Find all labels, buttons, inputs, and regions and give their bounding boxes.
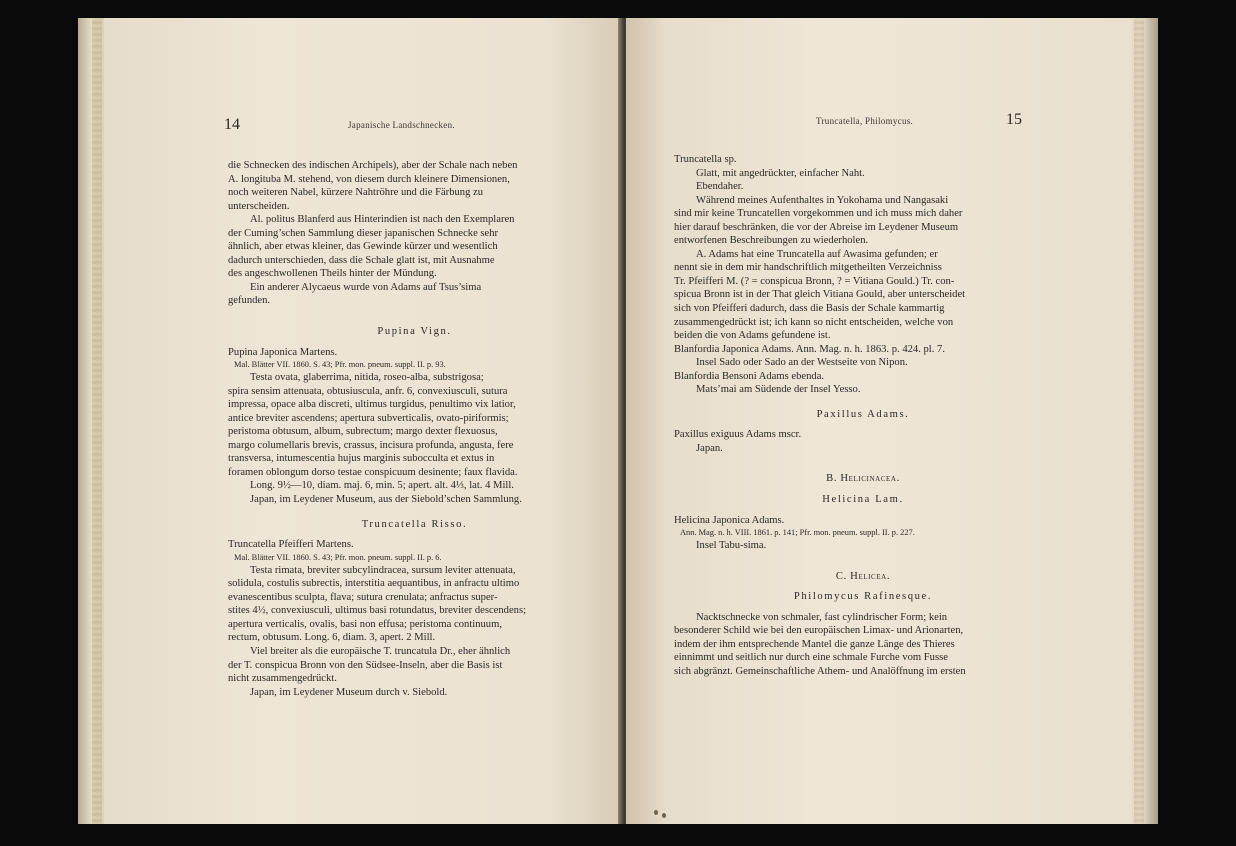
text-line: apertura verticalis, ovalis, basi non effusa; peristoma continuum, (228, 618, 502, 630)
text-line: Testa ovata, glaberrima, nitida, roseo-alba, substrigosa; (250, 372, 484, 384)
left-page-number: 14 (224, 116, 240, 133)
line-gap (228, 308, 601, 325)
text-line: Japan, im Leydener Museum durch v. Siebold. (250, 686, 448, 698)
text-line: nennt sie in dem mir handschriftlich mitgetheilten Verzeichniss (674, 262, 942, 274)
text-line: des angeschwollenen Theils hinter der Mündung. (228, 268, 437, 280)
left-page (104, 18, 622, 824)
text-line: Testa rimata, breviter subcylindracea, sursum leviter attenuata, (250, 564, 516, 576)
text-line: Insel Sado oder Sado an der Westseite von Nipon. (696, 357, 908, 369)
section-heading: C. Helicea. (835, 570, 891, 582)
line-gap (674, 507, 1052, 514)
line-gap (674, 421, 1052, 428)
text-line: gefunden. (228, 295, 271, 307)
left-page-body (228, 159, 601, 699)
text-line: ähnlich, aber etwas kleiner, das Gewinde kürzer und wesentlich (228, 241, 498, 253)
text-line: beiden die von Adams gefundene ist. (674, 330, 831, 342)
section-heading: B. Helicinacea. (826, 473, 900, 485)
text-line: noch weiteren Nabel, kürzere Nahtröhre und die Färbung zu (228, 187, 484, 199)
text-line: Während meines Aufenthaltes in Yokohama und Nangasaki (696, 194, 949, 206)
line-gap (674, 604, 1052, 611)
text-line: antice breviter ascendens; apertura subverticalis, ovato-piriformis; (228, 412, 509, 424)
right-binding-texture (1134, 18, 1144, 824)
text-line: Glatt, mit angedrückter, einfacher Naht. (696, 167, 865, 179)
right-page (626, 18, 1132, 824)
text-line: Nacktschnecke von schmaler, fast cylindrischer Form; kein (696, 611, 948, 623)
line-gap (674, 397, 1052, 408)
genus-heading: Paxillus Adams. (816, 408, 910, 420)
text-line: sich abgränzt. Gemeinschaftliche Athem- und Analöffnung im ersten (674, 665, 966, 677)
text-line: margo columellaris brevis, crassus, incisura profunda, angusta, fere (228, 439, 514, 451)
text-line: spira sensim attenuata, obtusiuscula, anfr. 6, convexiusculi, sutura (228, 385, 508, 397)
text-line: zusammengedrückt ist; ich kann so nicht entscheiden, welche von (674, 316, 954, 328)
text-line: Tr. Pfeifferi M. (? = conspicua Bronn, ? = Vitiana Gould.) Tr. con- (674, 275, 955, 287)
text-line: Blanfordia Japonica Adams. Ann. Mag. n. h. 1863. p. 424. pl. 7. (674, 343, 945, 355)
text-line: Viel breiter als die europäische T. truncatula Dr., eher ähnlich (250, 645, 511, 657)
text-line: Truncatella sp. (674, 154, 737, 165)
genus-heading: Pupina Vign. (377, 326, 452, 338)
text-line: A. Adams hat eine Truncatella auf Awasima gefunden; er (696, 248, 938, 260)
line-gap (228, 507, 601, 518)
genus-heading: Helicina Lam. (822, 494, 904, 506)
left-binding-texture (92, 18, 102, 824)
citation-line: Mal. Blätter VII. 1860. S. 43; Pfr. mon. pneum. suppl. II. p. 93. (234, 360, 446, 370)
genus-heading: Truncatella Risso. (361, 518, 468, 530)
text-line: Mats’mai am Südende der Insel Yesso. (696, 384, 861, 396)
citation-line: Ann. Mag. n. h. VIII. 1861. p. 141; Pfr. mon. pneum. suppl. II. p. 227. (680, 528, 915, 538)
right-page-body (674, 153, 1052, 679)
text-line: hier darauf beschränken, die vor der Abreise im Leydener Museum (674, 221, 959, 233)
line-gap (674, 553, 1052, 570)
ink-speck (654, 810, 658, 815)
text-line: indem der ihm entsprechende Mantel die ganze Länge des Thieres (674, 638, 955, 650)
text-line: sich von Pfeifferi dadurch, dass die Basis der Schale kammartig (674, 303, 945, 315)
text-line: der Cuming’schen Sammlung dieser japanischen Schnecke sehr (228, 227, 499, 239)
text-line: rectum, obtusum. Long. 6, diam. 3, apert. 2 Mill. (228, 632, 436, 644)
text-line: spicua Bronn ist in der That gleich Vitiana Gould, aber unterscheidet (674, 289, 966, 301)
text-line: sind mir keine Truncatellen vorgekommen und ich muss mich daher (674, 208, 963, 220)
text-line: Long. 9½—10, diam. maj. 6, min. 5; apert. alt. 4⅓, lat. 4 Mill. (250, 480, 514, 492)
line-gap (674, 486, 1052, 493)
citation-line: Mal. Blätter VII. 1860. S. 43; Pfr. mon. pneum. suppl. II. p. 6. (234, 552, 442, 562)
left-running-head: Japanische Landschnecken. (348, 120, 455, 130)
text-line: unterscheiden. (228, 200, 290, 212)
right-page-number: 15 (1006, 111, 1022, 128)
text-line: evanescentibus sculpta, flava; sutura crenulata; anfractus super- (228, 591, 498, 603)
text-line: einnimmt und seitlich nur durch eine schmale Furche vom Fusse (674, 652, 948, 664)
genus-heading: Philomycus Rafinesque. (793, 591, 933, 603)
text-line: Pupina Japonica Martens. (228, 346, 338, 358)
text-line: Blanfordia Bensoni Adams ebenda. (674, 370, 825, 382)
text-line: Ebendaher. (696, 181, 744, 193)
text-line: der T. conspicua Bronn von den Südsee-Inseln, aber die Basis ist (228, 659, 503, 671)
line-gap (674, 455, 1052, 472)
ink-speck (662, 813, 666, 818)
text-line: A. longituba M. stehend, von diesem durch kleinere Dimensionen, (228, 173, 510, 185)
right-running-head: Truncatella, Philomycus. (816, 116, 914, 126)
text-line: nicht zusammengedrückt. (228, 673, 337, 685)
line-gap (228, 339, 601, 346)
text-line: entworfenen Beschreibungen zu wiederholen. (674, 235, 869, 247)
text-line: peristoma obtusum, album, subrectum; margo dexter flexuosus, (228, 426, 498, 438)
text-line: die Schnecken des indischen Archipels), aber der Schale nach neben (228, 160, 518, 171)
text-line: Helicina Japonica Adams. (674, 514, 785, 526)
text-line: Japan, im Leydener Museum, aus der Siebold’schen Sammlung. (250, 494, 522, 506)
text-line: Ein anderer Alycaeus wurde von Adams auf Tsus’sima (250, 281, 482, 293)
text-line: dadurch unterschieden, dass die Schale glatt ist, mit Ausnahme (228, 254, 495, 266)
line-gap (228, 531, 601, 538)
line-gap (674, 583, 1052, 590)
text-line: Japan. (696, 442, 723, 454)
text-line: Al. politus Blanferd aus Hinterindien ist nach den Exemplaren (250, 214, 515, 226)
text-line: Truncatella Pfeifferi Martens. (228, 539, 354, 551)
text-line: solidula, costulis subrectis, interstitia aequantibus, in anfractu ultimo (228, 578, 520, 590)
text-line: Insel Tabu-sima. (696, 540, 767, 552)
text-line: transversa, intumescentia hujus marginis subocculta et extus in (228, 453, 495, 465)
text-line: Paxillus exiguus Adams mscr. (674, 429, 802, 441)
text-line: stites 4½, convexiusculi, ultimus basi rotundatus, breviter descendens; (228, 605, 527, 617)
text-line: impressa, opace alba discreti, ultimus turgidus, penultimo vix latior, (228, 399, 516, 411)
text-line: besonderer Schild wie bei den europäischen Limax- und Arionarten, (674, 625, 964, 637)
text-line: foramen oblongum dorso testae conspicuum desinente; faux flavida. (228, 466, 518, 478)
